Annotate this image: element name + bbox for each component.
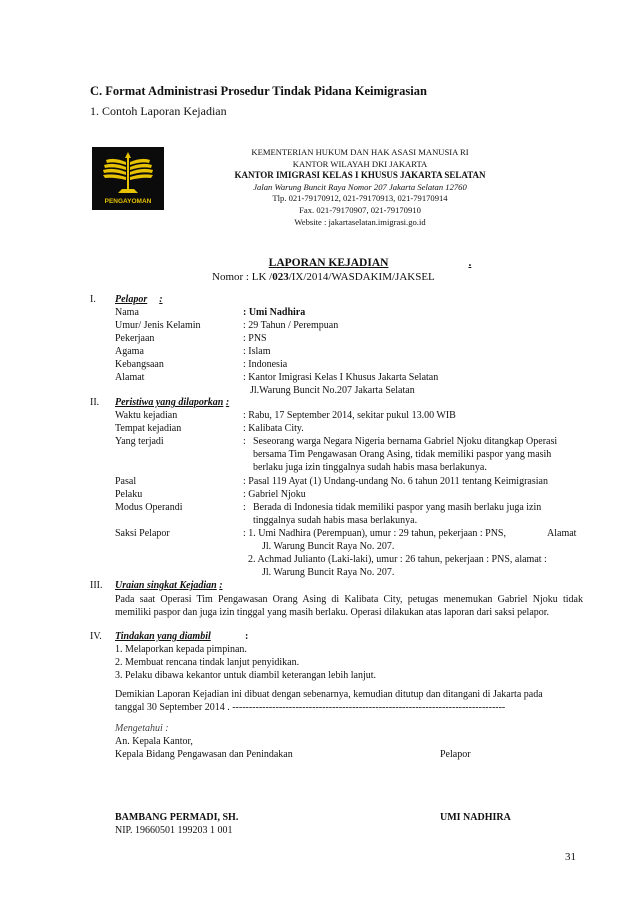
field-label-pekerjaan: Pekerjaan	[115, 333, 155, 344]
section-i-number: I.	[90, 294, 96, 305]
field-value-alamat-line2: Jl.Warung Buncit No.207 Jakarta Selatan	[250, 385, 415, 396]
section-heading: C. Format Administrasi Prosedur Tindak Pidana Keimigrasian	[90, 84, 427, 98]
field-value-agama: : Islam	[243, 346, 271, 357]
field-value-saksi1-alamat: Alamat	[547, 528, 577, 539]
field-label-umur: Umur/ Jenis Kelamin	[115, 320, 201, 331]
field-value-modus-l2: tinggalnya sudah habis masa berlakunya.	[253, 515, 418, 526]
report-title-dot: .	[468, 257, 472, 269]
field-label-terjadi: Yang terjadi	[115, 436, 164, 447]
field-value-saksi1-l2: Jl. Warung Buncit Raya No. 207.	[262, 541, 395, 552]
signatory-left-name: BAMBANG PERMADI, SH.	[115, 812, 239, 823]
report-title-text: LAPORAN KEJADIAN	[268, 257, 389, 269]
section-iv-heading-text: Tindakan yang diambil	[115, 631, 211, 642]
field-colon-terjadi: :	[243, 436, 246, 447]
field-colon-modus: :	[243, 502, 246, 513]
field-label-kebangsaan: Kebangsaan	[115, 359, 164, 370]
report-title	[220, 256, 490, 270]
report-number-suffix: /IX/2014/WASDAKIM/JAKSEL	[288, 271, 435, 283]
pelapor-label: Pelapor	[440, 749, 471, 760]
letterhead-region: KANTOR WILAYAH DKI JAKARTA	[292, 158, 428, 169]
field-value-kebangsaan: : Indonesia	[243, 359, 288, 370]
field-value-alamat: : Kantor Imigrasi Kelas I Khusus Jakarta Selatan	[243, 372, 439, 383]
section-ii-heading	[115, 397, 229, 409]
section-i-colon: :	[159, 294, 163, 305]
section-i-heading-text: Pelapor	[115, 294, 148, 305]
field-label-tempat: Tempat kejadian	[115, 423, 182, 434]
report-number	[212, 271, 435, 284]
field-label-modus: Modus Operandi	[115, 502, 183, 513]
section-i-heading	[115, 294, 163, 306]
page-number: 31	[565, 851, 576, 863]
field-value-pelaku: : Gabriel Njoku	[243, 489, 306, 500]
field-value-pekerjaan: : PNS	[243, 333, 267, 344]
an-kepala-kantor: An. Kepala Kantor,	[115, 736, 193, 747]
signatory-left-nip: NIP. 19660501 199203 1 001	[115, 825, 233, 836]
field-label-alamat: Alamat	[115, 372, 145, 383]
field-label-pelaku: Pelaku	[115, 489, 143, 500]
section-iii-number: III.	[90, 580, 103, 591]
letterhead-website: Website : jakartaselatan.imigrasi.go.id	[294, 216, 426, 227]
field-value-waktu: : Rabu, 17 September 2014, sekitar pukul 13.00 WIB	[243, 410, 456, 421]
mengetahui-label: Mengetahui :	[115, 723, 169, 734]
field-value-saksi1-l1: : 1. Umi Nadhira (Perempuan), umur : 29 tahun, pekerjaan : PNS,	[243, 528, 506, 539]
letterhead-phone: Tlp. 021-79170912, 021-79170913, 021-79170914	[272, 193, 448, 204]
signatory-right-name: UMI NADHIRA	[440, 812, 511, 823]
section-iv-heading	[115, 631, 211, 643]
section-ii-colon: :	[225, 397, 230, 408]
field-value-pasal: : Pasal 119 Ayat (1) Undang-undang No. 6 tahun 2011 tentang Keimigrasian	[243, 476, 548, 487]
field-label-pasal: Pasal	[115, 476, 137, 487]
letterhead-ministry: KEMENTERIAN HUKUM DAN HAK ASASI MANUSIA RI	[251, 147, 469, 157]
field-label-nama: Nama	[115, 307, 139, 318]
subsection-heading: 1. Contoh Laporan Kejadian	[90, 104, 227, 118]
field-value-nama: : Umi Nadhira	[243, 307, 306, 318]
field-value-terjadi-l1: Seseorang warga Negara Nigeria bernama Gabriel Njoku ditangkap Operasi	[253, 436, 558, 447]
uraian-paragraph: Pada saat Operasi Tim Pengawasan Orang Asing di Kalibata City, petugas menemukan Gabriel Njoku tidak memiliki paspor dan juga izin tinggal yang masih berlaku. Operasi dilakukan atas laporan dari saksi pelapor.	[115, 594, 583, 618]
tindakan-item-2: 2. Membuat rencana tindak lanjut penyidikan.	[115, 657, 300, 668]
field-label-saksi: Saksi Pelapor	[115, 528, 170, 539]
letterhead-office: KANTOR IMIGRASI KELAS I KHUSUS JAKARTA SELATAN	[234, 170, 486, 181]
letterhead-address: Jalan Warung Buncit Raya Nomor 207 Jakarta Selatan 12760	[253, 181, 467, 192]
field-value-terjadi-l3: berlaku juga izin tinggalnya sudah habis masa berlakunya.	[253, 462, 487, 473]
field-value-umur: : 29 Tahun / Perempuan	[243, 320, 339, 331]
logo-caption: PENGAYOMAN	[104, 198, 152, 205]
closing-line-1: Demikian Laporan Kejadian ini dibuat dengan sebenarnya, kemudian ditutup dan ditangani di Jakarta pada	[115, 689, 543, 700]
field-value-tempat: : Kalibata City.	[243, 423, 304, 434]
section-ii-heading-text: Peristiwa yang dilaporkan	[115, 397, 224, 408]
closing-line-2: tanggal 30 September 2014 . ----------------------------------------------------------------------------------	[115, 702, 506, 713]
field-value-saksi2-l1: 2. Achmad Julianto (Laki-laki), umur : 26 tahun, pekerjaan : PNS, alamat :	[248, 554, 547, 565]
report-number-bold: 023	[272, 271, 289, 283]
pengayoman-logo	[92, 147, 164, 210]
field-label-waktu: Waktu kejadian	[115, 410, 178, 421]
letterhead	[175, 147, 545, 228]
report-number-prefix: Nomor : LK /	[212, 271, 273, 283]
kepala-bidang-title: Kepala Bidang Pengawasan dan Penindakan	[115, 749, 293, 760]
section-iv-colon: :	[245, 631, 249, 642]
section-iii-heading	[115, 580, 223, 592]
field-value-saksi2-l2: Jl. Warung Buncit Raya No. 207.	[262, 567, 395, 578]
section-iii-colon: :	[219, 580, 223, 591]
tindakan-item-3: 3. Pelaku dibawa kekantor untuk diambil keterangan lebih lanjut.	[115, 670, 377, 681]
field-value-modus-l1: Berada di Indonesia tidak memiliki paspor yang masih berlaku juga izin	[253, 502, 542, 513]
pengayoman-emblem-icon	[92, 147, 164, 199]
tindakan-item-1: 1. Melaporkan kepada pimpinan.	[115, 644, 247, 655]
field-value-terjadi-l2: bersama Tim Pengawasan Orang Asing, tidak memiliki paspor yang masih	[253, 449, 552, 460]
letterhead-fax: Fax. 021-79170907, 021-79170910	[299, 204, 421, 215]
field-label-agama: Agama	[115, 346, 144, 357]
section-iv-number: IV.	[90, 631, 102, 642]
section-ii-number: II.	[90, 397, 100, 408]
section-iii-heading-text: Uraian singkat Kejadian	[115, 580, 217, 591]
